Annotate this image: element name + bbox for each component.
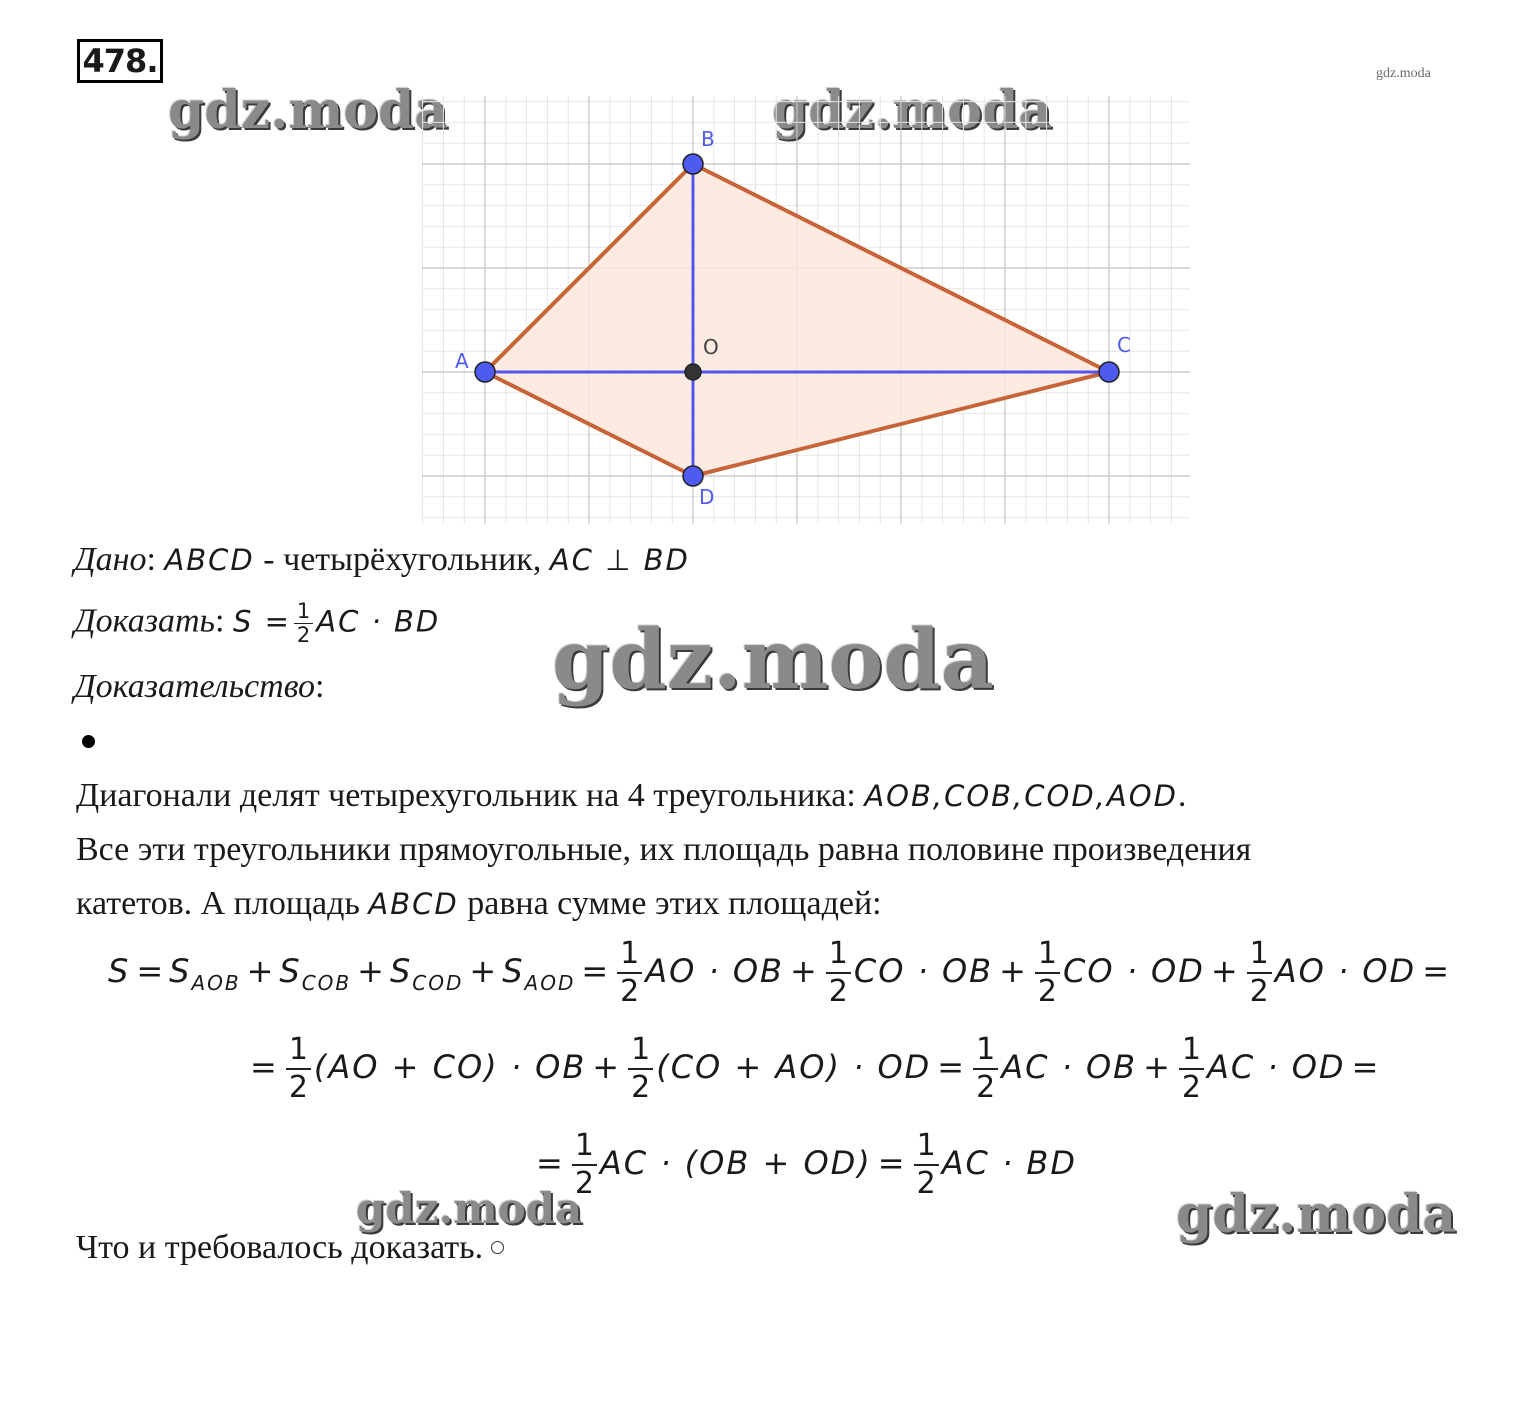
half-fraction: $\frac{1}{2}$ bbox=[617, 936, 642, 1010]
point-label-b: B bbox=[701, 127, 715, 151]
p2-text-b: равна сумме этих площадей: bbox=[467, 885, 882, 922]
half-fraction: $\frac{1}{2}$ bbox=[1247, 936, 1272, 1010]
point-d bbox=[683, 466, 703, 486]
conclusion-text: Что и требовалось доказать. bbox=[76, 1229, 484, 1266]
proof-paragraph-2-line-1: Все эти треугольники прямоугольные, их площадь равна половине произведения bbox=[76, 831, 1252, 868]
half-fraction: $\frac{1}{2}$ bbox=[914, 1128, 939, 1202]
half-fraction: $\frac{1}{2}$ bbox=[628, 1032, 653, 1106]
bullet-icon bbox=[82, 735, 95, 748]
half-fraction: $\frac{1}{2}$ bbox=[286, 1032, 311, 1106]
point-a bbox=[475, 362, 495, 382]
prove-rhs: AC · BD bbox=[316, 604, 441, 639]
equation-line-1: $S = S_{AOB} + S_{COB} + S_{COD} + S_{AOD}$ = $\frac{1}{2}$ AO · OB + $\frac{1}{2}$ CO · OB + $\frac{1}{2}$ CO · OD + $\frac{1}{2}$ AO · OD = bbox=[108, 936, 1449, 1009]
given-colon: : bbox=[146, 541, 156, 578]
point-label-c: C bbox=[1117, 333, 1131, 357]
watermark: gdz.moda bbox=[1176, 1184, 1457, 1245]
point-o bbox=[685, 364, 701, 380]
given-text: - четырёхугольник, bbox=[263, 541, 542, 578]
watermark: gdz.moda bbox=[168, 80, 449, 141]
given-label: Дано bbox=[74, 541, 147, 578]
p1-text: Диагонали делят четырехугольник на 4 треугольника: bbox=[76, 777, 856, 814]
watermark-small: gdz.moda bbox=[1376, 66, 1431, 81]
prove-lhs: S = bbox=[232, 604, 291, 639]
equation-line-2: = $\frac{1}{2}$ (AO + CO) · OB + $\frac{1}{2}$ (CO + AO) · OD = $\frac{1}{2}$ AC · OB + $\frac{1}{2}$ AC · OD = bbox=[250, 1032, 1379, 1105]
half-fraction: $\frac{1}{2}$ bbox=[1035, 936, 1060, 1010]
p2-text-a: катетов. А площадь bbox=[76, 885, 360, 922]
half-fraction: $\frac{1}{2}$ bbox=[1179, 1032, 1204, 1106]
equation-line-3: = $\frac{1}{2}$ AC · (OB + OD) = $\frac{1}{2}$ AC · BD bbox=[536, 1128, 1077, 1201]
prove-colon: : bbox=[214, 602, 225, 640]
fraction-denominator: 2 bbox=[296, 623, 311, 647]
prove-fraction bbox=[294, 600, 313, 647]
p2-math: ABCD bbox=[368, 887, 459, 921]
watermark: gdz.moda bbox=[356, 1184, 583, 1233]
point-label-d: D bbox=[699, 485, 715, 509]
half-fraction: $\frac{1}{2}$ bbox=[973, 1032, 998, 1106]
proof-colon: : bbox=[315, 668, 325, 705]
point-c bbox=[1099, 362, 1119, 382]
watermark: gdz.moda bbox=[772, 80, 1053, 141]
half-fraction: $\frac{1}{2}$ bbox=[826, 936, 851, 1010]
point-label-a: A bbox=[455, 349, 469, 373]
problem-number: 478. bbox=[77, 39, 163, 83]
half-fraction: $\frac{1}{2}$ bbox=[572, 1128, 597, 1202]
fraction-numerator: 1 bbox=[294, 600, 313, 624]
geometry-figure bbox=[0, 0, 1532, 560]
point-label-o: O bbox=[703, 335, 719, 359]
proof-heading bbox=[74, 667, 324, 707]
given-line bbox=[74, 540, 690, 580]
p1-end: . bbox=[1177, 777, 1187, 814]
prove-line bbox=[74, 600, 440, 647]
point-b bbox=[683, 154, 703, 174]
end-of-proof-icon bbox=[491, 1241, 504, 1254]
proof-paragraph-2-line-2 bbox=[76, 884, 882, 924]
given-object: ABCD bbox=[164, 543, 255, 577]
conclusion-line bbox=[76, 1228, 504, 1268]
proof-paragraph-1 bbox=[76, 776, 1186, 816]
watermark: gdz.moda bbox=[552, 612, 994, 708]
p1-math: AOB,COB,COD,AOD bbox=[864, 779, 1178, 813]
given-relation: AC ⊥ BD bbox=[549, 543, 690, 577]
prove-label: Доказать bbox=[74, 602, 215, 640]
proof-label: Доказательство bbox=[74, 668, 316, 705]
